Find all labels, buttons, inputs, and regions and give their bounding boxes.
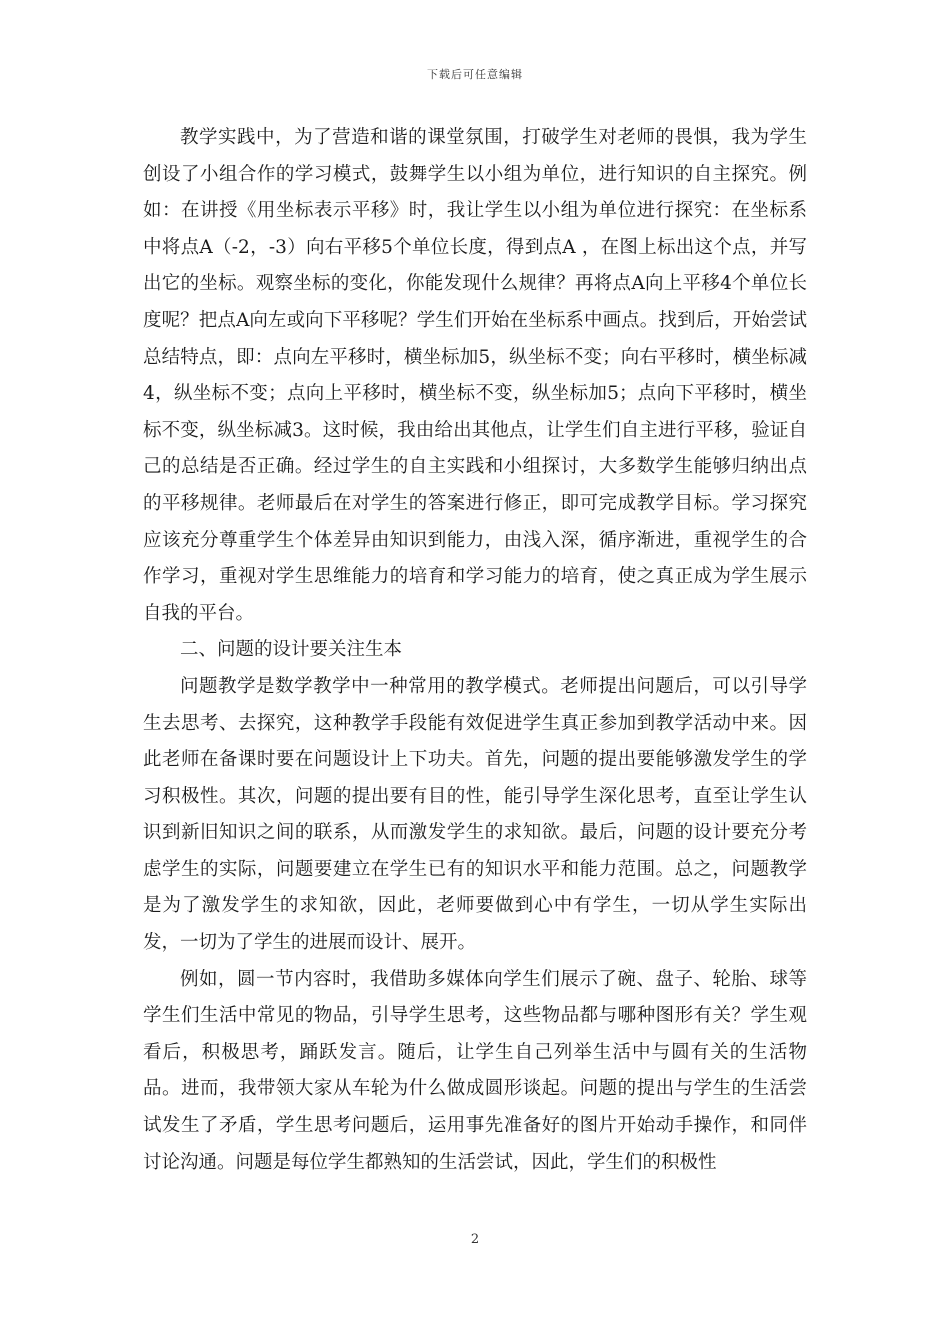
paragraph-teaching-practice: 教学实践中，为了营造和谐的课堂氛围，打破学生对老师的畏惧，我为学生创设了小组合作的学习模式，鼓舞学生以小组为单位，进行知识的自主探究。例如：在讲授《用坐标表示平移》时，我让学生以小组为单位进行探究：在坐标系中将点A（-2，-3）向右平移5个单位长度，得到点A ，在图上标出这个点，并写出它的坐标。观察坐标的变化，你能发现什么规律？再将点A向上平移4个单位长度呢？把点A向左或向下平移呢？学生们开始在坐标系中画点。找到后，开始尝试总结特点，即：点向左平移时，横坐标加5，纵坐标不变；向右平移时，横坐标减4，纵坐标不变；点向上平移时，横坐标不变，纵坐标加5；点向下平移时，横坐标不变，纵坐标减3。这时候，我由给出其他点，让学生们自主进行平移，验证自己的总结是否正确。经过学生的自主实践和小组探讨，大多数学生能够归纳出点的平移规律。老师最后在对学生的答案进行修正，即可完成教学目标。学习探究应该充分尊重学生个体差异由知识到能力，由浅入深，循序渐进，重视学生的合作学习，重视对学生思维能力的培育和学习能力的培育，使之真正成为学生展示自我的平台。 — [143, 127, 807, 624]
page-number: 2 — [470, 1232, 480, 1247]
page-header: 下载后可任意编辑 — [427, 68, 523, 81]
paragraph-question-teaching: 问题教学是数学教学中一种常用的教学模式。老师提出问题后，可以引导学生去思考、去探究，这种教学手段能有效促进学生真正参加到教学活动中来。因此老师在备课时要在问题设计上下功夫。首先，问题的提出要能够激发学生的学习积极性。其次，问题的提出要有目的性，能引导学生深化思考，直至让学生认识到新旧知识之间的联系，从而激发学生的求知欲。最后，问题的设计要充分考虑学生的实际，问题要建立在学生已有的知识水平和能力范围。总之，问题教学是为了激发学生的求知欲，因此，老师要做到心中有学生，一切从学生实际出发，一切为了学生的进展而设计、展开。 — [143, 675, 807, 954]
paragraph-circle-example: 例如，圆一节内容时，我借助多媒体向学生们展示了碗、盘子、轮胎、球等学生们生活中常见的物品，引导学生思考，这些物品都与哪种图形有关？学生观看后，积极思考，踊跃发言。随后，让学生自己列举生活中与圆有关的生活物品。进而，我带领大家从车轮为什么做成圆形谈起。问题的提出与学生的生活尝试发生了矛盾，学生思考问题后，运用事先准备好的图片开始动手操作，和同伴讨论沟通。问题是每位学生都熟知的生活尝试，因此，学生们的积极性 — [143, 968, 807, 1173]
section-heading-question-design: 二、问题的设计要关注生本 — [180, 639, 403, 661]
document-body — [143, 120, 807, 1181]
